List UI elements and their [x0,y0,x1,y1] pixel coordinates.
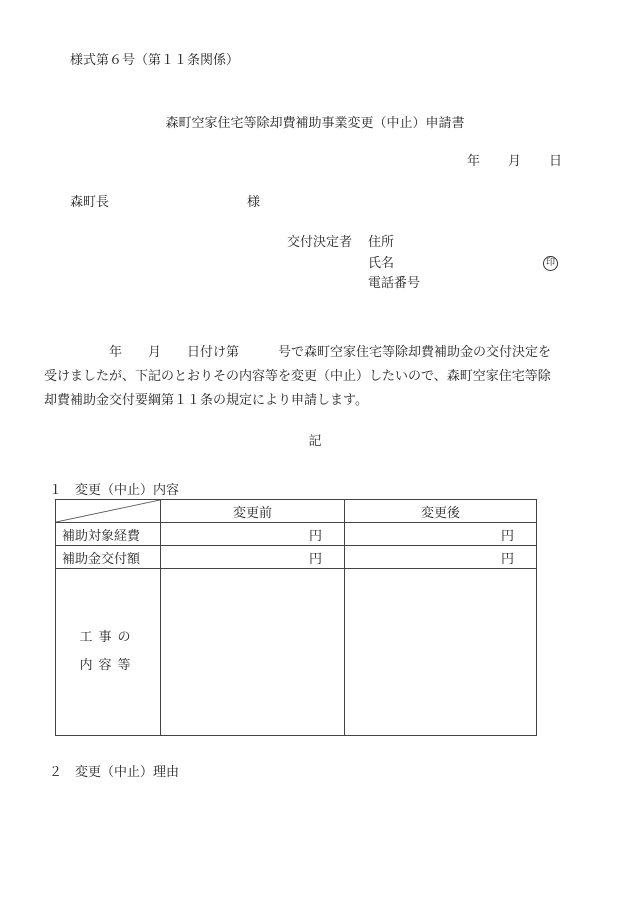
seal-mark-icon: 印 [543,256,558,271]
grant-amount-after-yen: 円 [345,546,537,569]
date-month-label: 月 [508,154,522,169]
header-after: 変更後 [345,500,537,523]
row-label-grant-amount: 補助金交付額 [56,546,161,569]
applicant-label: 交付決定者 [287,235,353,250]
body-line-2: 受けましたが、下記のとおりその内容等を変更（中止）したいので、森町空家住宅等除 [44,369,551,384]
date-day-label: 日 [549,154,563,169]
document-title: 森町空家住宅等除却費補助事業変更（中止）申請書 [165,116,465,131]
addressee-mayor: 森町長 [70,195,110,210]
work-details-after [345,569,537,736]
ki-heading: 記 [308,434,322,449]
body-line-3: 却費補助金交付要綱第１１条の規定により申請します。 [44,393,368,408]
grant-amount-before-yen: 円 [161,546,345,569]
row-label-eligible-cost: 補助対象経費 [56,523,161,546]
date-year-label: 年 [467,154,481,169]
work-label-line-1: 工事の [79,630,137,645]
diagonal-line-icon [56,500,160,522]
section-2-heading: ２ 変更（中止）理由 [49,765,180,780]
eligible-cost-after-yen: 円 [345,523,537,546]
application-body [44,341,589,413]
address-label: 住所 [368,235,395,250]
diagonal-header-cell [56,500,161,523]
work-details-before [161,569,345,736]
row-label-work-details [56,569,161,736]
addressee-honorific: 様 [247,195,261,210]
header-before: 変更前 [161,500,345,523]
change-content-table [55,499,537,736]
eligible-cost-before-yen: 円 [161,523,345,546]
body-line-1: 年 月 日付け第 号で森町空家住宅等除却費補助金の交付決定を [44,345,552,360]
phone-label: 電話番号 [368,276,421,291]
name-label: 氏名 [368,256,395,271]
section-1-heading: １ 変更（中止）内容 [49,483,180,498]
work-label-line-2: 内容等 [79,658,137,673]
form-number: 様式第６号（第１１条関係） [70,53,240,68]
